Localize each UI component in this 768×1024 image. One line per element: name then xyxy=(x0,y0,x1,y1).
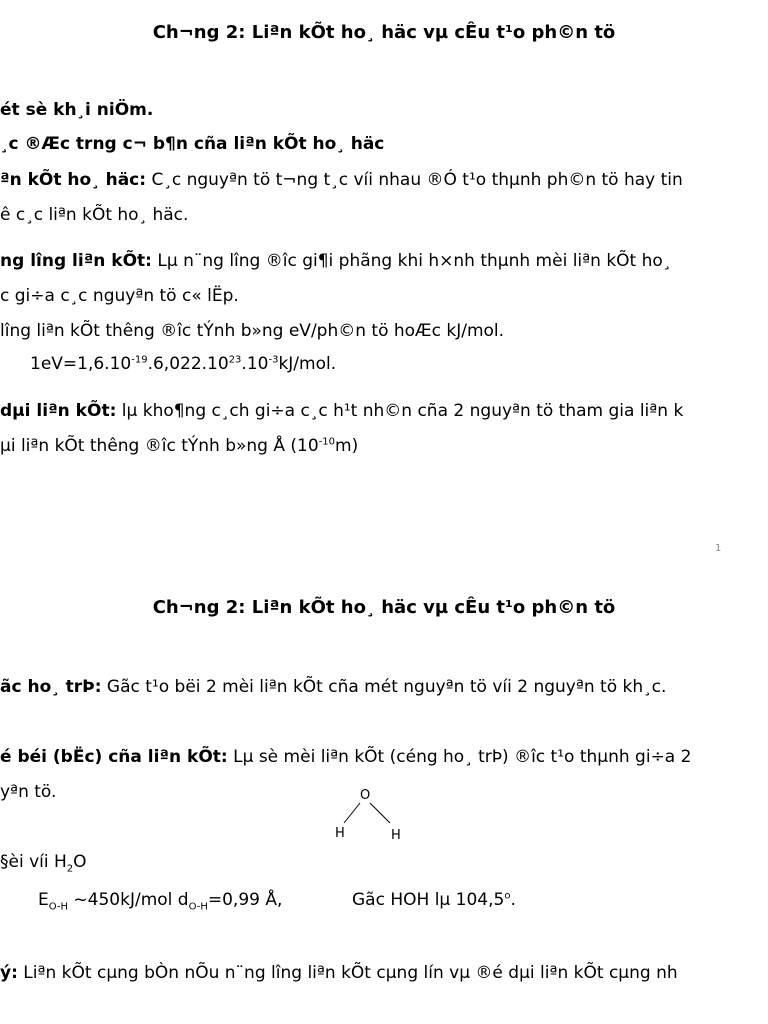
note-paragraph xyxy=(0,962,678,984)
definition-paragraph xyxy=(0,746,691,768)
slide-page-2 xyxy=(0,575,768,1024)
formula-part: ~450kJ/mol d xyxy=(68,890,189,910)
subscript: O-H xyxy=(188,901,208,913)
formula-part: .6,022.10 xyxy=(147,354,229,374)
formula-part: =0,99 Å, xyxy=(207,890,283,910)
formula-part: Gãc HOH lµ 104,5 xyxy=(352,890,505,910)
term-label: é béi (bËc) cña liªn kÕt: xyxy=(0,747,228,767)
text-line: lîng liªn kÕt thêng ®îc tÝnh b»ng eV/ph©n tö hoÆc kJ/mol. xyxy=(0,321,505,341)
definition-paragraph xyxy=(0,250,671,272)
definition-paragraph xyxy=(0,400,683,422)
subscript: 2 xyxy=(66,863,74,875)
page-number: 1 xyxy=(715,543,722,554)
formula-part: E xyxy=(38,890,49,910)
note-label: ý: xyxy=(0,963,18,983)
term-label: ng lîng liªn kÕt: xyxy=(0,251,152,271)
text-part: µi liªn kÕt thêng ®îc tÝnh b»ng Å (10 xyxy=(0,436,319,456)
page-title: Ch¬ng 2: Liªn kÕt ho¸ häc vµ cÊu t¹o ph©n tö xyxy=(152,22,616,43)
definition-continuation: yªn tö. xyxy=(0,782,57,802)
term-label: ªn kÕt ho¸ häc: xyxy=(0,170,147,190)
formula-part: 1eV=1,6.10 xyxy=(30,354,132,374)
definition-continuation: ê c¸c liªn kÕt ho¸ häc. xyxy=(0,205,189,225)
hydrogen-atom-label: H xyxy=(391,828,401,843)
angle-line xyxy=(352,889,516,911)
definition-text: lµ kho¶ng c¸ch gi÷a c¸c h¹t nh©n cña 2 nguyªn tö tham gia liªn k xyxy=(116,401,684,421)
text-part: O xyxy=(73,852,87,872)
term-label: ãc ho¸ trÞ: xyxy=(0,677,102,697)
formula-part: . xyxy=(510,890,516,910)
degree-superscript: o xyxy=(504,890,511,902)
definition-text: C¸c nguyªn tö t¬ng t¸c víi nhau ®Ó t¹o thµnh ph©n tö hay tin xyxy=(146,170,683,190)
note-text: Liªn kÕt cµng bÒn nÕu n¨ng lîng liªn kÕt cµng lín vµ ®é dµi liªn kÕt cµng nh xyxy=(17,963,678,983)
definition-text: Lµ n¨ng lîng ®îc gi¶i phãng khi h×nh thµnh mèi liªn kÕt ho¸ xyxy=(151,251,672,271)
subsection-heading: ¸c ®Æc trng c¬ b¶n cña liªn kÕt ho¸ häc xyxy=(0,134,385,154)
oxygen-atom-label: O xyxy=(360,788,371,803)
formula-part: kJ/mol. xyxy=(278,354,337,374)
text-part: §èi víi H xyxy=(0,852,67,872)
definition-continuation: c gi÷a c¸c nguyªn tö c« lËp. xyxy=(0,286,239,306)
water-molecule-diagram xyxy=(330,785,410,845)
text-part: m) xyxy=(335,436,359,456)
text-line xyxy=(0,851,87,873)
definition-paragraph xyxy=(0,169,683,191)
definition-text: Gãc t¹o bëi 2 mèi liªn kÕt cña mét nguyªn tö víi 2 nguyªn tö kh¸c. xyxy=(101,677,667,697)
exponent: -10 xyxy=(318,436,336,448)
page-title: Ch¬ng 2: Liªn kÕt ho¸ häc vµ cÊu t¹o ph©n tö xyxy=(152,597,616,618)
subscript: O-H xyxy=(48,901,69,913)
definition-paragraph xyxy=(0,676,666,698)
formula-line xyxy=(38,889,282,911)
section-heading: ét sè kh¸i niÖm. xyxy=(0,100,154,120)
formula-part: .10 xyxy=(241,354,269,374)
formula-line xyxy=(30,353,336,375)
term-label: dµi liªn kÕt: xyxy=(0,401,117,421)
hydrogen-atom-label: H xyxy=(335,826,345,841)
bond-line xyxy=(344,803,360,823)
formula-exponent: -3 xyxy=(268,354,279,366)
text-line xyxy=(0,435,358,457)
bond-line xyxy=(370,803,390,823)
formula-exponent: -19 xyxy=(131,354,148,366)
formula-exponent: 23 xyxy=(228,354,242,366)
definition-text: Lµ sè mèi liªn kÕt (céng ho¸ trÞ) ®îc t¹o thµnh gi÷a 2 xyxy=(227,747,692,767)
